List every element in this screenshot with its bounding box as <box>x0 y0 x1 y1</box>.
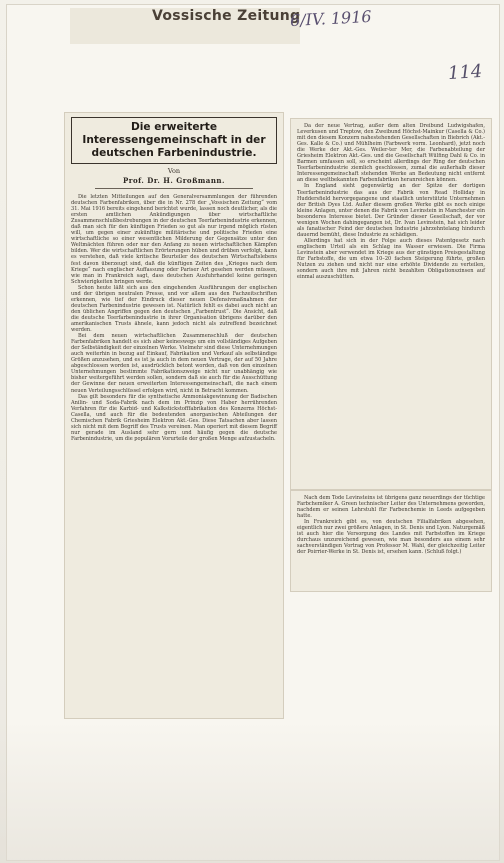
byline-divider <box>95 188 253 189</box>
paragraph: Die letzten Mitteilungen auf den Generalversammlungen der führenden deutschen Farbenfabriken, über die in Nr. 278 der „Vossischen Zeitung“ vom 31. Mai 1916 bereits eingehend berichtet wurde, lassen noch deutlicher, als die ersten amtlichen Ankündigungen über wirtschaftliche Zusammenschlußbestrebungen in der deutschen Teerfarbenindustrie erkennen, daß man sich für den künftigen Frieden so gut als nur irgend möglich rüsten will, um gegen einer zukünftige militärische und politische Frieden eine wirtschaftliche so einer wesentlichen Milderung der Gegensätze unter den Weltmächten führen oder nur den Anfang zu neuen wirtschaftlichen Kämpfen bilden. Wer die wirtschaftlichen Erörterungen hüben und drüben verfolgt, kann es verstehen, daß viele kritische Beurteiler des deutschen Wirtschaftslebens fest davon überzeugt sind, daß die künftigen Zeiten des „Krieges nach dem Kriege“ nach englischer Auffassung oder Pariser Art gesehen werden müssen, wie man in Frankreich sagt, dass deutschen Ausfuhrhandel keine geringen Schwierigkeiten bringen werde. <box>71 194 277 285</box>
paragraph: Nach dem Tode Levinsteins ist übrigens ganz neuerdings der tüchtige Farbchemiker A. Green technischer Leiter des Unternehmens geworden, nachdem er seinen Lehrstuhl für Farbenchemie in Leeds aufgegeben hatte. <box>297 495 485 520</box>
article-clipping-right-continuation <box>290 490 492 592</box>
right-column-continuation-text <box>291 491 491 555</box>
paragraph: Da der neue Vertrag, außer dem alten Dreibund Ludwigshafen, Leverkusen und Treptow, den Zweibund Höchst-Mainkur (Casella & Co.) mit den diesem Konzern nahestehenden Gesellschaften in Biebrich (Akt.-Ges. Kalle & Co.) und Mühlheim (Farbwerk vorm. Leonhard), jetzt noch die Werke der Akt.-Ges. Weiler-ter Mer, die Farbenabteilung der Griesheim Elektron Akt.-Ges. und die Gesellschaft Wülfing Dahl & Co. in Barmen umfassen soll, so erscheint allerdings der Ring der deutschen Teerfarbenindustrie ziemlich geschlossen, zumal die außerhalb dieser Interessengemeinschaft stehenden Werke an Bedeutung nicht entfernt an diese weltbekannten Farbenfabriken heranreichen können. <box>297 123 485 184</box>
article-clipping-left <box>64 112 284 719</box>
paragraph: Das gilt besonders für die synthetische Ammoniakgewinnung der Badischen Anilin- und Soda-Fabrik nach dem im Prinzip von Haber herrührenden Verfahren für die Karbid- und Kalkstickstofffabrikation des Konzerns Höchst-Casella, und auch für die bedeutenden anorganischen Abteilungen der Chemischen Fabrik Griesheim Elektron Akt.-Ges. Diese Tatsachen aber lassen sich nicht mit dem Begriff des Trusts vereinen. Man operiert mit diesem Begriff nur gerade im Ausland sehr gern und häufig gegen die deutsche Farbenindustrie, um die populären Vorurteile der großen Menge aufzustacheln. <box>71 393 277 442</box>
handwritten-archive-number: 114 <box>447 60 484 85</box>
article-title-box <box>71 117 277 164</box>
paragraph: Bei dem neuen wirtschaftlichen Zusammenschluß der deutschen Farbenfabriken handelt es sich aber keineswegs um ein vollständiges Aufgeben der Selbständigkeit der einzelnen Werke. Vielmehr sind diese Unternehmungen auch weiterhin in bezug auf Einkauf, Fabrikation und Verkauf als selbständige Größen anzusehen, und es ist ja auch in dem neuen Vertrage, der auf 50 Jahre abgeschlossen worden ist, ausdrücklich betont worden, daß von den einzelnen Unternehmungen bestimmte Fabrikationszweige nicht nur unabhängig wie bisher weitergeführt werden sollen, sondern daß sie auch für die Ausschüttung der Gewinne der neuen erweiterten Interessengemeinschaft, die nach einem neuen Verteilungsschlüssel erfolgen wird, nicht in Betracht kommen. <box>71 333 277 394</box>
paper-shading <box>0 720 504 863</box>
paragraph: Schon heute läßt sich aus den eingehenden Ausführungen der englischen und der übrigen neutralen Presse, und vor allem aus den Fachzeitschriften erkennen, wie tief der Eindruck dieser neuen Defensivmaßnahmen der deutschen Farbenindustrie gewesen ist. Natürlich fehlt es dabei auch nicht an den üblichen Angriffen gegen den deutschen „Farbentrust“. Die Ansicht, daß die deutsche Teerfarbenindustrie in ihrer Organisation übrigens darüber den amerikanischen Trusts ähnele, kann jedoch nicht als zutreffend bezeichnet werden. <box>71 284 277 334</box>
byline-prefix: Von <box>167 167 181 175</box>
handwritten-date: 6/IV. 1916 <box>289 6 372 31</box>
paragraph: In Frankreich gibt es, von deutschen Filialfabriken abgesehen, eigentlich nur zwei größere Anlagen, in St. Denis und Lyon. Naturgemäß ist auch hier die Versorgung des Landes mit Farbstoffen im Kriege durchaus unzureichend gewesen, wie man besonders aus einem sehr sachverständigen Vortrag von Professor M. Wahl, der gleichzeitig Leiter der Poirrier-Werke in St. Denis ist, ersehen kann. (Schluß folgt.) <box>297 519 485 556</box>
right-column-text <box>291 119 491 280</box>
paragraph: Allerdings hat sich in der Folge auch dieses Patentgesetz nach englischem Urteil als ein Schlag ins Wasser erwiesen. Die Firma Levinstein aber verwendet im Kriege aus der günstigen Preisgestaltung für Farbstoffe, die um etwa 10–20 fachen Steigerung führte, großen Nutzen zu ziehen und nicht nur eine erhöhte Dividende zu verteilen, sondern auch ihre mit Jahren nicht bezahlten Obligationszinsen auf einmal auszuschütten. <box>297 237 485 281</box>
article-clipping-right <box>290 118 492 490</box>
paragraph: In England sieht gegenwärtig an der Spitze der dortigen Teerfarbenindustrie das aus der Fabrik von Read Holliday in Huddersfield hervorgegangene und staatlich unterstützte Unternehmen der British Dyes Ltd. Außer diesem großen Werke gibt es noch einige kleine Anlagen, unter denen die Fabrik von Levinstein in Manchester ein besonderes Interesse bietet. Der Gründer dieser Gesellschaft, der vor wenigen Wochen dahingegangen ist, Dr. Ivan Levinstein, hat sich leider als fanatischer Feind der deutschen Industrie jahrzehntelang hindurch dauernd bemüht, diese Industrie zu schädigen. <box>297 183 485 238</box>
byline-author: Prof. Dr. H. Großmann. <box>123 176 225 185</box>
left-column-text <box>65 192 283 442</box>
article-title: Die erweiterte Interessengemeinschaft in der deutschen Farbenindustrie. <box>82 121 266 159</box>
newspaper-masthead: Vossische Zeitung <box>152 8 301 24</box>
